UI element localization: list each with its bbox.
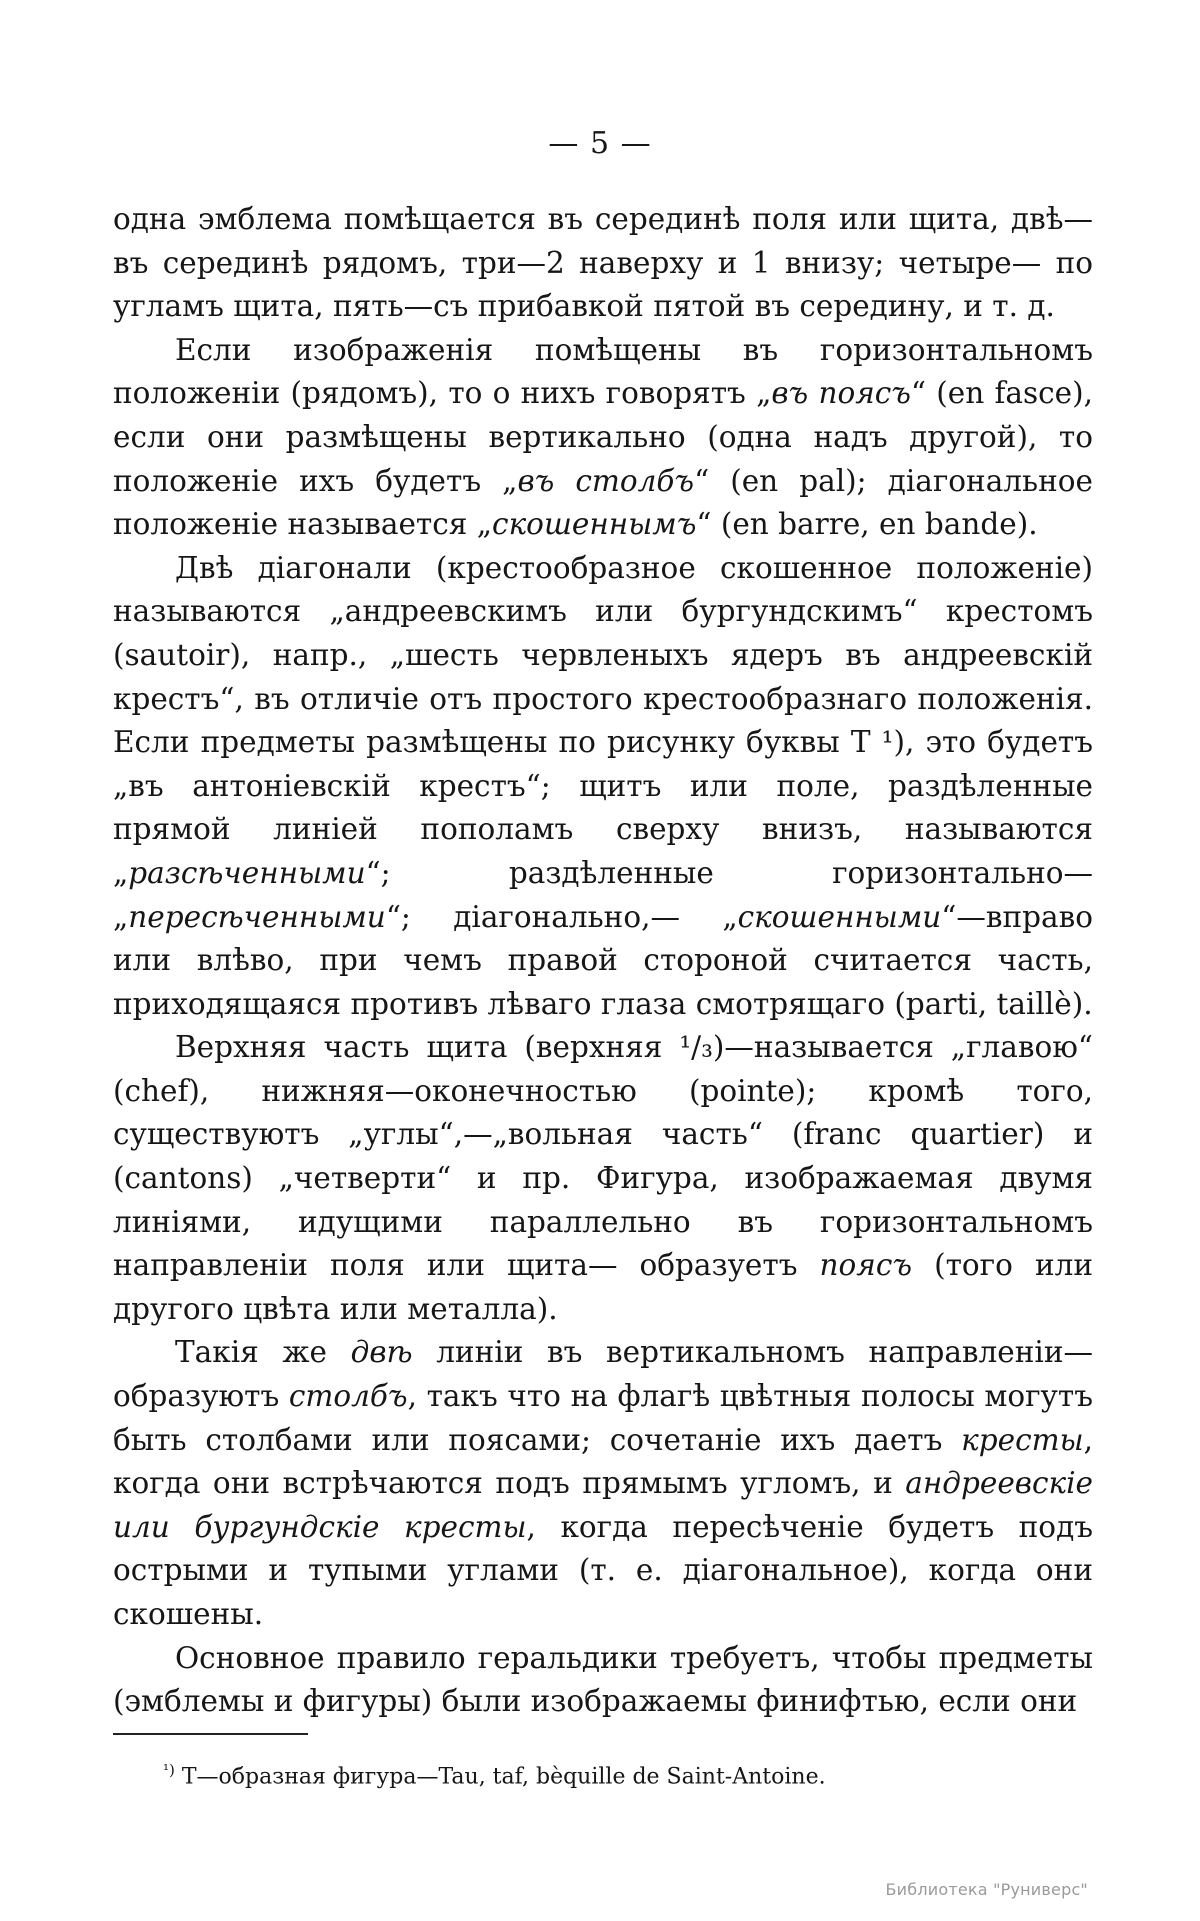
paragraph-1: одна эмблема помѣщается въ серединѣ поля или щита, двѣ— въ серединѣ рядомъ, три—2 наверху и 1 внизу; четыре— по угламъ щита, пять—съ прибавкой пятой въ середину, и т. д. <box>113 202 1093 324</box>
italic-term: поясъ <box>819 1248 913 1283</box>
italic-term: пересѣченными <box>128 899 386 934</box>
footnote-divider <box>113 1733 308 1735</box>
italic-term: кресты <box>961 1422 1084 1457</box>
italic-term: андреевскіе или бургундскіе кресты <box>113 1466 1093 1544</box>
italic-term: скошенными <box>737 899 942 934</box>
italic-term: скошеннымъ <box>492 507 697 542</box>
library-watermark: Библиотека "Руниверс" <box>885 1880 1088 1899</box>
paragraph-5: Такія же двѣ линіи въ вертикальномъ направленіи— образуютъ столбъ, такъ что на флагѣ цвѣтныя полосы могутъ быть столбами или поясами; сочетаніе ихъ даетъ кресты, когда они встрѣчаются подъ прямымъ угломъ, и андреевскіе или бургундскіе кресты, когда пересѣченіе будетъ подъ острыми и тупыми углами (т. е. діагональное), когда они скошены. <box>113 1335 1093 1631</box>
paragraph-4: Верхняя часть щита (верхняя ¹/₃)—называется „главою“ (chef), нижняя—оконечностью (pointe); кромѣ того, существуютъ „углы“,—„вольная часть“ (franc quartier) и (cantons) „четверти“ и пр. Фигура, изображаемая двумя линіями, идущими параллельно въ горизонтальномъ направленіи поля или щита— образуетъ поясъ (того или другого цвѣта или металла). <box>113 1030 1094 1326</box>
page-number: — 5 — <box>548 126 652 161</box>
paragraph-6: Основное правило геральдики требуетъ, чтобы предметы (эмблемы и фигуры) были изображаемы финифтью, если они <box>113 1640 1093 1719</box>
italic-term: столбъ <box>288 1379 408 1414</box>
paragraph-2: Если изображенія помѣщены въ горизонтальномъ положеніи (рядомъ), то о нихъ говорятъ „въ поясъ“ (en fasce), если они размѣщены вертикально (одна надъ другой), то положеніе ихъ будетъ „въ столбъ“ (en pal); діагональное положеніе называется „скошеннымъ“ (en barre, en bande). <box>113 332 1093 542</box>
paragraph-3: Двѣ діагонали (крестообразное скошенное положеніе) называются „андреевскимъ или бургундскимъ“ крестомъ (sautoir), напр., „шесть червленыхъ ядеръ въ андреевскій крестъ“, въ отличіе отъ простого крестообразнаго положенія. Если предметы размѣщены по рисунку буквы T ¹), это будетъ „въ антоніевскій крестъ“; щитъ или поле, раздѣленные прямой линіей пополамъ сверху внизъ, называются „разсѣченными“; раздѣленные горизонтально—„пересѣченными“; діагонально,— „скошенными“—вправо или влѣво, при чемъ правой стороной считается часть, приходящаяся противъ лѣваго глаза смотрящаго (parti, taillè). <box>113 550 1093 1021</box>
italic-term: въ столбъ <box>517 463 695 498</box>
body-text <box>113 198 1093 1724</box>
footnote-marker: ¹) <box>163 1761 175 1779</box>
italic-term: въ поясъ <box>771 376 911 411</box>
italic-term: двѣ <box>350 1335 413 1370</box>
italic-term: разсѣченными <box>128 855 366 890</box>
footnote <box>163 1755 826 1792</box>
footnote-text: T—образная фигура—Tau, taf, bèquille de Saint-Antoine. <box>181 1764 826 1790</box>
